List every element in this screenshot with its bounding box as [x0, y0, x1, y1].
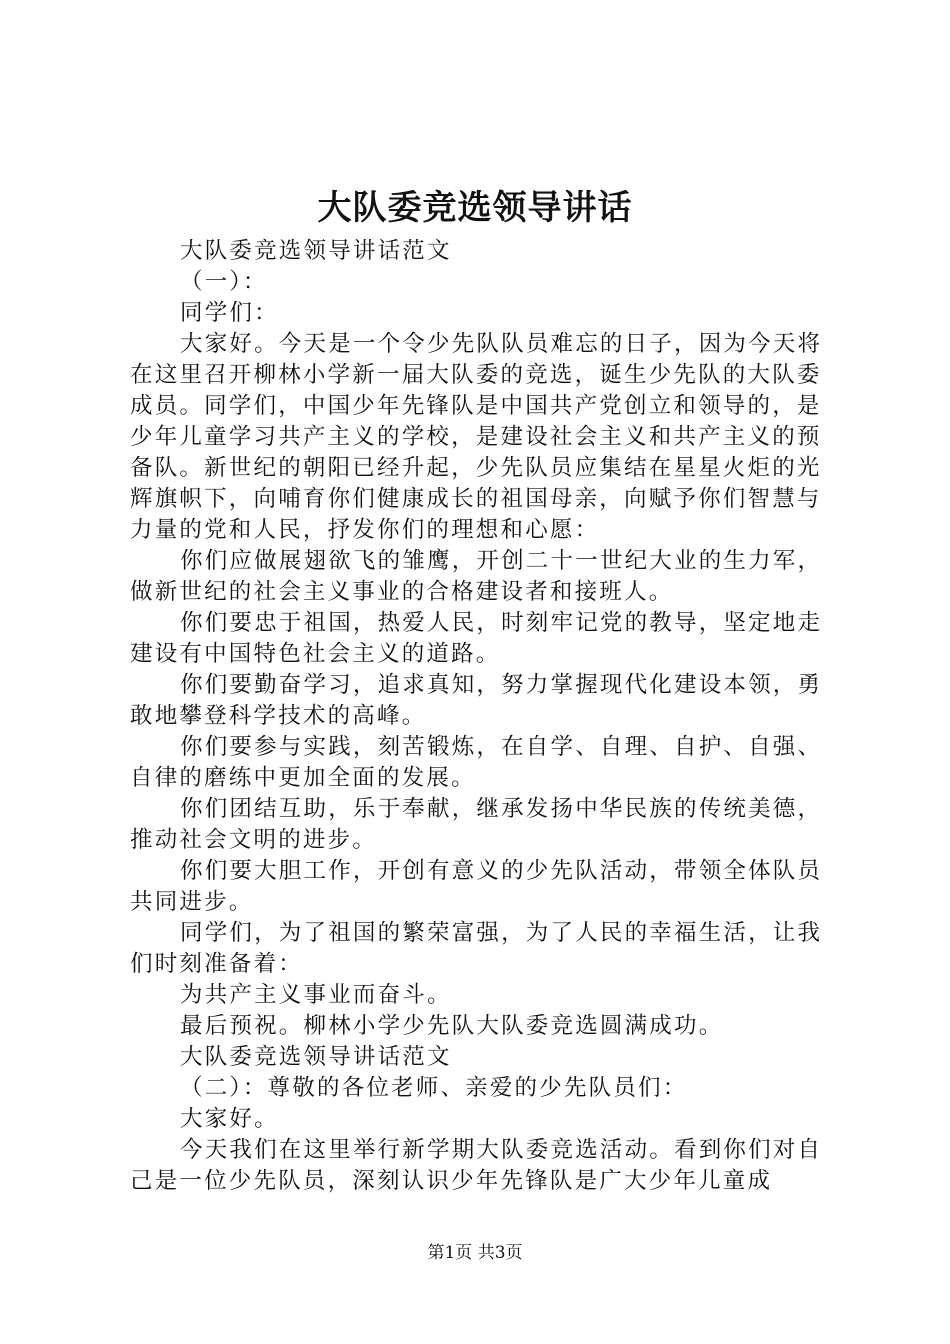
paragraph: 大队委竞选领导讲话范文 — [180, 238, 452, 264]
paragraph: 大家好。 — [180, 1106, 279, 1132]
page-number: 第1页 共3页 — [427, 1243, 523, 1263]
document-body — [130, 236, 840, 1197]
paragraph: 你们要参与实践，刻苦锻炼，在自学、自理、自护、自强、自律的磨练中更加全面的发展。 — [130, 734, 823, 791]
paragraph: 今天我们在这里举行新学期大队委竞选活动。看到你们对自己是一位少先队员，深刻认识少年先锋队是广大少年儿童成 — [130, 1137, 823, 1194]
paragraph: 你们团结互助，乐于奉献，继承发扬中华民族的传统美德，推动社会文明的进步。 — [130, 796, 823, 853]
paragraph: （一）： — [180, 269, 268, 295]
paragraph: 你们要大胆工作，开创有意义的少先队活动，带领全体队员共同进步。 — [130, 858, 823, 915]
paragraph: 为共产主义事业而奋斗。 — [180, 982, 452, 1008]
paragraph: 最后预祝。柳林小学少先队大队委竞选圆满成功。 — [180, 1013, 724, 1039]
paragraph: 大家好。今天是一个令少先队队员难忘的日子，因为今天将在这里召开柳林小学新一届大队委的竞选，诞生少先队的大队委成员。同学们，中国少年先锋队是中国共产党创立和领导的，是少年儿童学习共产主义的学校，是建设社会主义和共产主义的预备队。新世纪的朝阳已经升起，少先队员应集结在星星火炬的光辉旗帜下，向哺育你们健康成长的祖国母亲，向赋予你们智慧与力量的党和人民，抒发你们的理想和心愿： — [130, 331, 823, 543]
paragraph: 同学们： — [180, 300, 279, 326]
document-title: 大队委竞选领导讲话 — [317, 188, 633, 228]
paragraph: 你们要勤奋学习，追求真知，努力掌握现代化建设本领，勇敢地攀登科学技术的高峰。 — [130, 672, 823, 729]
paragraph: 你们要忠于祖国，热爱人民，时刻牢记党的教导，坚定地走建设有中国特色社会主义的道路。 — [130, 610, 823, 667]
paragraph: 你们应做展翅欲飞的雏鹰，开创二十一世纪大业的生力军，做新世纪的社会主义事业的合格建设者和接班人。 — [130, 548, 823, 605]
paragraph: 同学们，为了祖国的繁荣富强，为了人民的幸福生活，让我们时刻准备着： — [130, 920, 823, 977]
paragraph: 大队委竞选领导讲话范文 — [180, 1044, 452, 1070]
paragraph: （二）：尊敬的各位老师、亲爱的少先队员们： — [180, 1075, 688, 1101]
